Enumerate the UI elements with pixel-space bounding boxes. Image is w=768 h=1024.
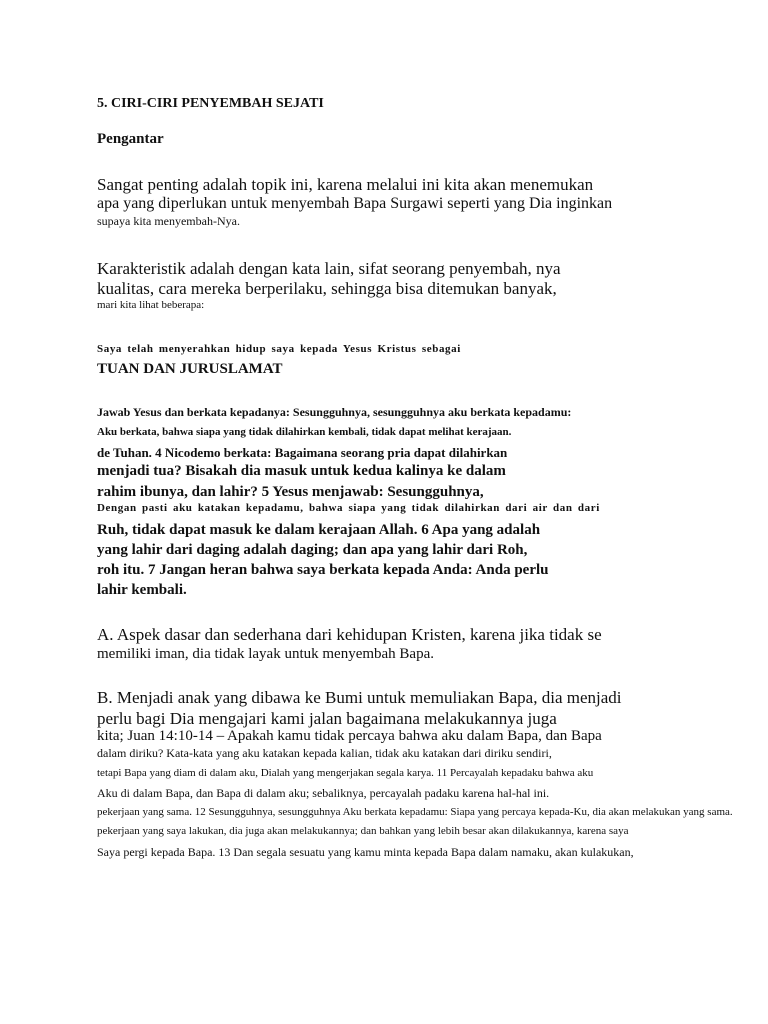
text-line: memiliki iman, dia tidak layak untuk menyembah Bapa. xyxy=(97,646,435,662)
text-line: apa yang diperlukan untuk menyembah Bapa Surgawi seperti yang Dia inginkan xyxy=(97,195,613,212)
intro-label: Pengantar xyxy=(97,131,164,147)
text-line: perlu bagi Dia mengajari kami jalan bagaimana melakukannya juga xyxy=(97,709,557,728)
text-line: Saya telah menyerahkan hidup saya kepada Yesus Kristus sebagai xyxy=(97,343,461,355)
text-line: supaya kita menyembah-Nya. xyxy=(97,214,240,228)
text-line: A. Aspek dasar dan sederhana dari kehidupan Kristen, karena jika tidak se xyxy=(97,625,602,644)
text-line: menjadi tua? Bisakah dia masuk untuk kedua kalinya ke dalam xyxy=(97,463,506,479)
text-line: yang lahir dari daging adalah daging; dan apa yang lahir dari Roh, xyxy=(97,542,528,558)
subheading: TUAN DAN JURUSLAMAT xyxy=(97,361,283,377)
text-line: B. Menjadi anak yang dibawa ke Bumi untuk memuliakan Bapa, dia menjadi xyxy=(97,688,622,707)
text-line: Sangat penting adalah topik ini, karena melalui ini kita akan menemukan xyxy=(97,175,594,194)
text-line: mari kita lihat beberapa: xyxy=(97,299,205,311)
text-line: rahim ibunya, dan lahir? 5 Yesus menjawab: Sesungguhnya, xyxy=(97,484,484,500)
text-line: Aku di dalam Bapa, dan Bapa di dalam aku; sebaliknya, percayalah padaku karena hal-hal ini. xyxy=(97,786,550,800)
text-line: kualitas, cara mereka berperilaku, sehingga bisa ditemukan banyak, xyxy=(97,279,557,298)
text-line: Saya pergi kepada Bapa. 13 Dan segala sesuatu yang kamu minta kepada Bapa dalam namaku, akan kulakukan, xyxy=(97,845,634,859)
text-line: Jawab Yesus dan berkata kepadanya: Sesungguhnya, sesungguhnya aku berkata kepadamu: xyxy=(97,405,572,419)
text-line: Dengan pasti aku katakan kepadamu, bahwa siapa yang tidak dilahirkan dari air dan dari xyxy=(97,502,600,514)
text-line: dalam diriku? Kata-kata yang aku katakan kepada kalian, tidak aku katakan dari diriku sendiri, xyxy=(97,746,552,760)
section-heading: 5. CIRI-CIRI PENYEMBAH SEJATI xyxy=(97,96,324,111)
text-line: Ruh, tidak dapat masuk ke dalam kerajaan Allah. 6 Apa yang adalah xyxy=(97,522,541,538)
text-line: pekerjaan yang sama. 12 Sesungguhnya, sesungguhnya Aku berkata kepadamu: Siapa yang percaya kepada-Ku, dia akan melakukan yang sama. xyxy=(97,806,733,818)
text-line: Karakteristik adalah dengan kata lain, sifat seorang penyembah, nya xyxy=(97,259,561,278)
text-line: kita; Juan 14:10-14 – Apakah kamu tidak percaya bahwa aku dalam Bapa, dan Bapa xyxy=(97,728,602,744)
text-line: lahir kembali. xyxy=(97,582,187,598)
text-line: Aku berkata, bahwa siapa yang tidak dilahirkan kembali, tidak dapat melihat kerajaan. xyxy=(97,426,512,438)
text-line: tetapi Bapa yang diam di dalam aku, Dialah yang mengerjakan segala karya. 11 Percayalah kepadaku bahwa aku xyxy=(97,767,594,779)
text-line: pekerjaan yang saya lakukan, dia juga akan melakukannya; dan bahkan yang lebih besar akan dilakukannya, karena saya xyxy=(97,825,629,837)
text-line: roh itu. 7 Jangan heran bahwa saya berkata kepada Anda: Anda perlu xyxy=(97,562,549,578)
text-line: de Tuhan. 4 Nicodemo berkata: Bagaimana seorang pria dapat dilahirkan xyxy=(97,445,508,460)
